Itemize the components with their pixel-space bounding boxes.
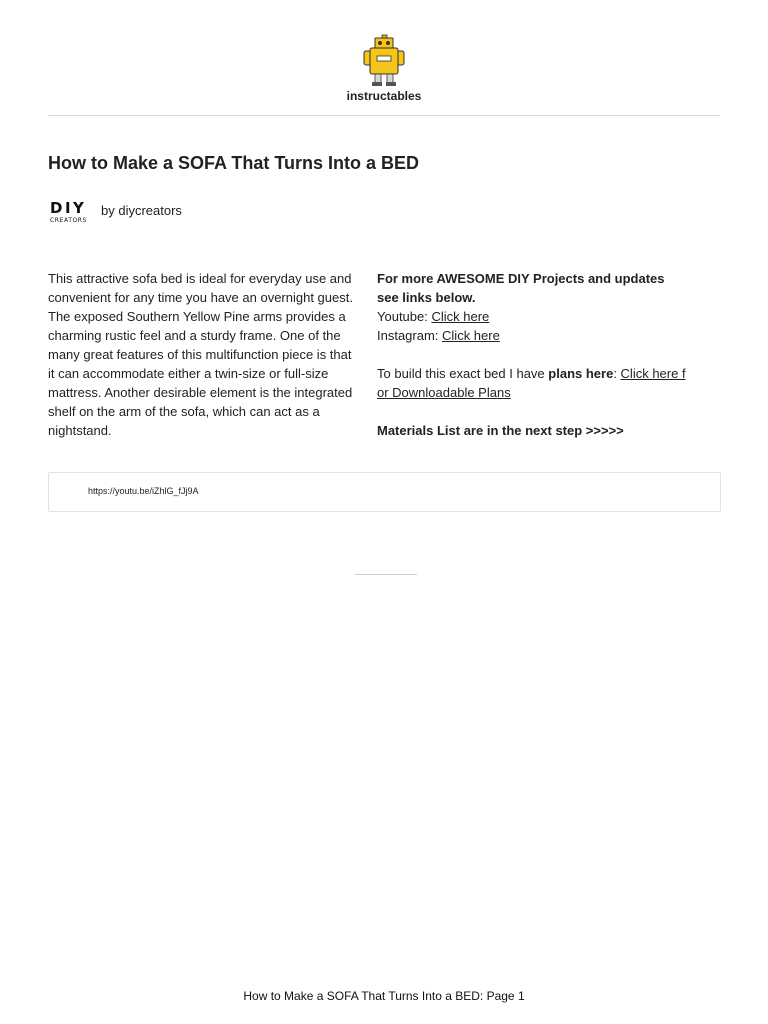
materials-note: Materials List are in the next step >>>>> [377,423,624,438]
intro-line: The exposed Southern Yellow Pine arms provides a [48,309,346,324]
plans-link[interactable]: Click here f [620,366,686,381]
plans-link-continued[interactable]: or Downloadable Plans [377,385,511,400]
author-logo-text-large: DIY [50,199,87,217]
intro-line: it can accommodate either a twin-size or full-size [48,366,329,381]
instagram-link[interactable]: Click here [442,328,500,343]
page-footer: How to Make a SOFA That Turns Into a BED: Page 1 [243,989,525,1003]
intro-line: convenient for any time you have an overnight guest. [48,290,353,305]
brand-name[interactable]: instructables [346,89,422,103]
page-header [0,0,768,116]
instagram-label: Instagram: [377,328,443,343]
intro-line: This attractive sofa bed is ideal for everyday use and [48,271,352,286]
plans-colon: : [613,366,621,381]
youtube-link[interactable]: Click here [431,309,490,324]
youtube-label: Youtube: [377,309,432,324]
page-title: How to Make a SOFA That Turns Into a BED [48,153,420,173]
plans-bold: plans here [548,366,614,381]
diy-creators-logo[interactable] [49,198,93,224]
section-divider [355,574,417,575]
plans-text: To build this exact bed I have [377,366,549,381]
promo-heading-continued: see links below. [377,290,476,305]
intro-line: shelf on the arm of the sofa, which can act as a [48,404,320,419]
header-divider [48,115,720,116]
intro-line: nightstand. [48,423,112,438]
intro-line: charming rustic feel and a sturdy frame. One of the [48,328,341,343]
video-url[interactable]: https://youtu.be/iZhlG_fJj9A [88,486,199,496]
intro-text [48,269,364,440]
instructables-robot-icon[interactable] [361,34,407,88]
promo-heading: For more AWESOME DIY Projects and updates [377,271,665,286]
author-logo-text-small: CREATORS [50,217,87,224]
intro-line: many great features of this multifunction piece is that [48,347,352,362]
author-byline[interactable]: by diycreators [101,203,182,218]
intro-line: mattress. Another desirable element is the integrated [48,385,353,400]
video-embed[interactable] [48,472,721,512]
promo-text [377,269,707,440]
